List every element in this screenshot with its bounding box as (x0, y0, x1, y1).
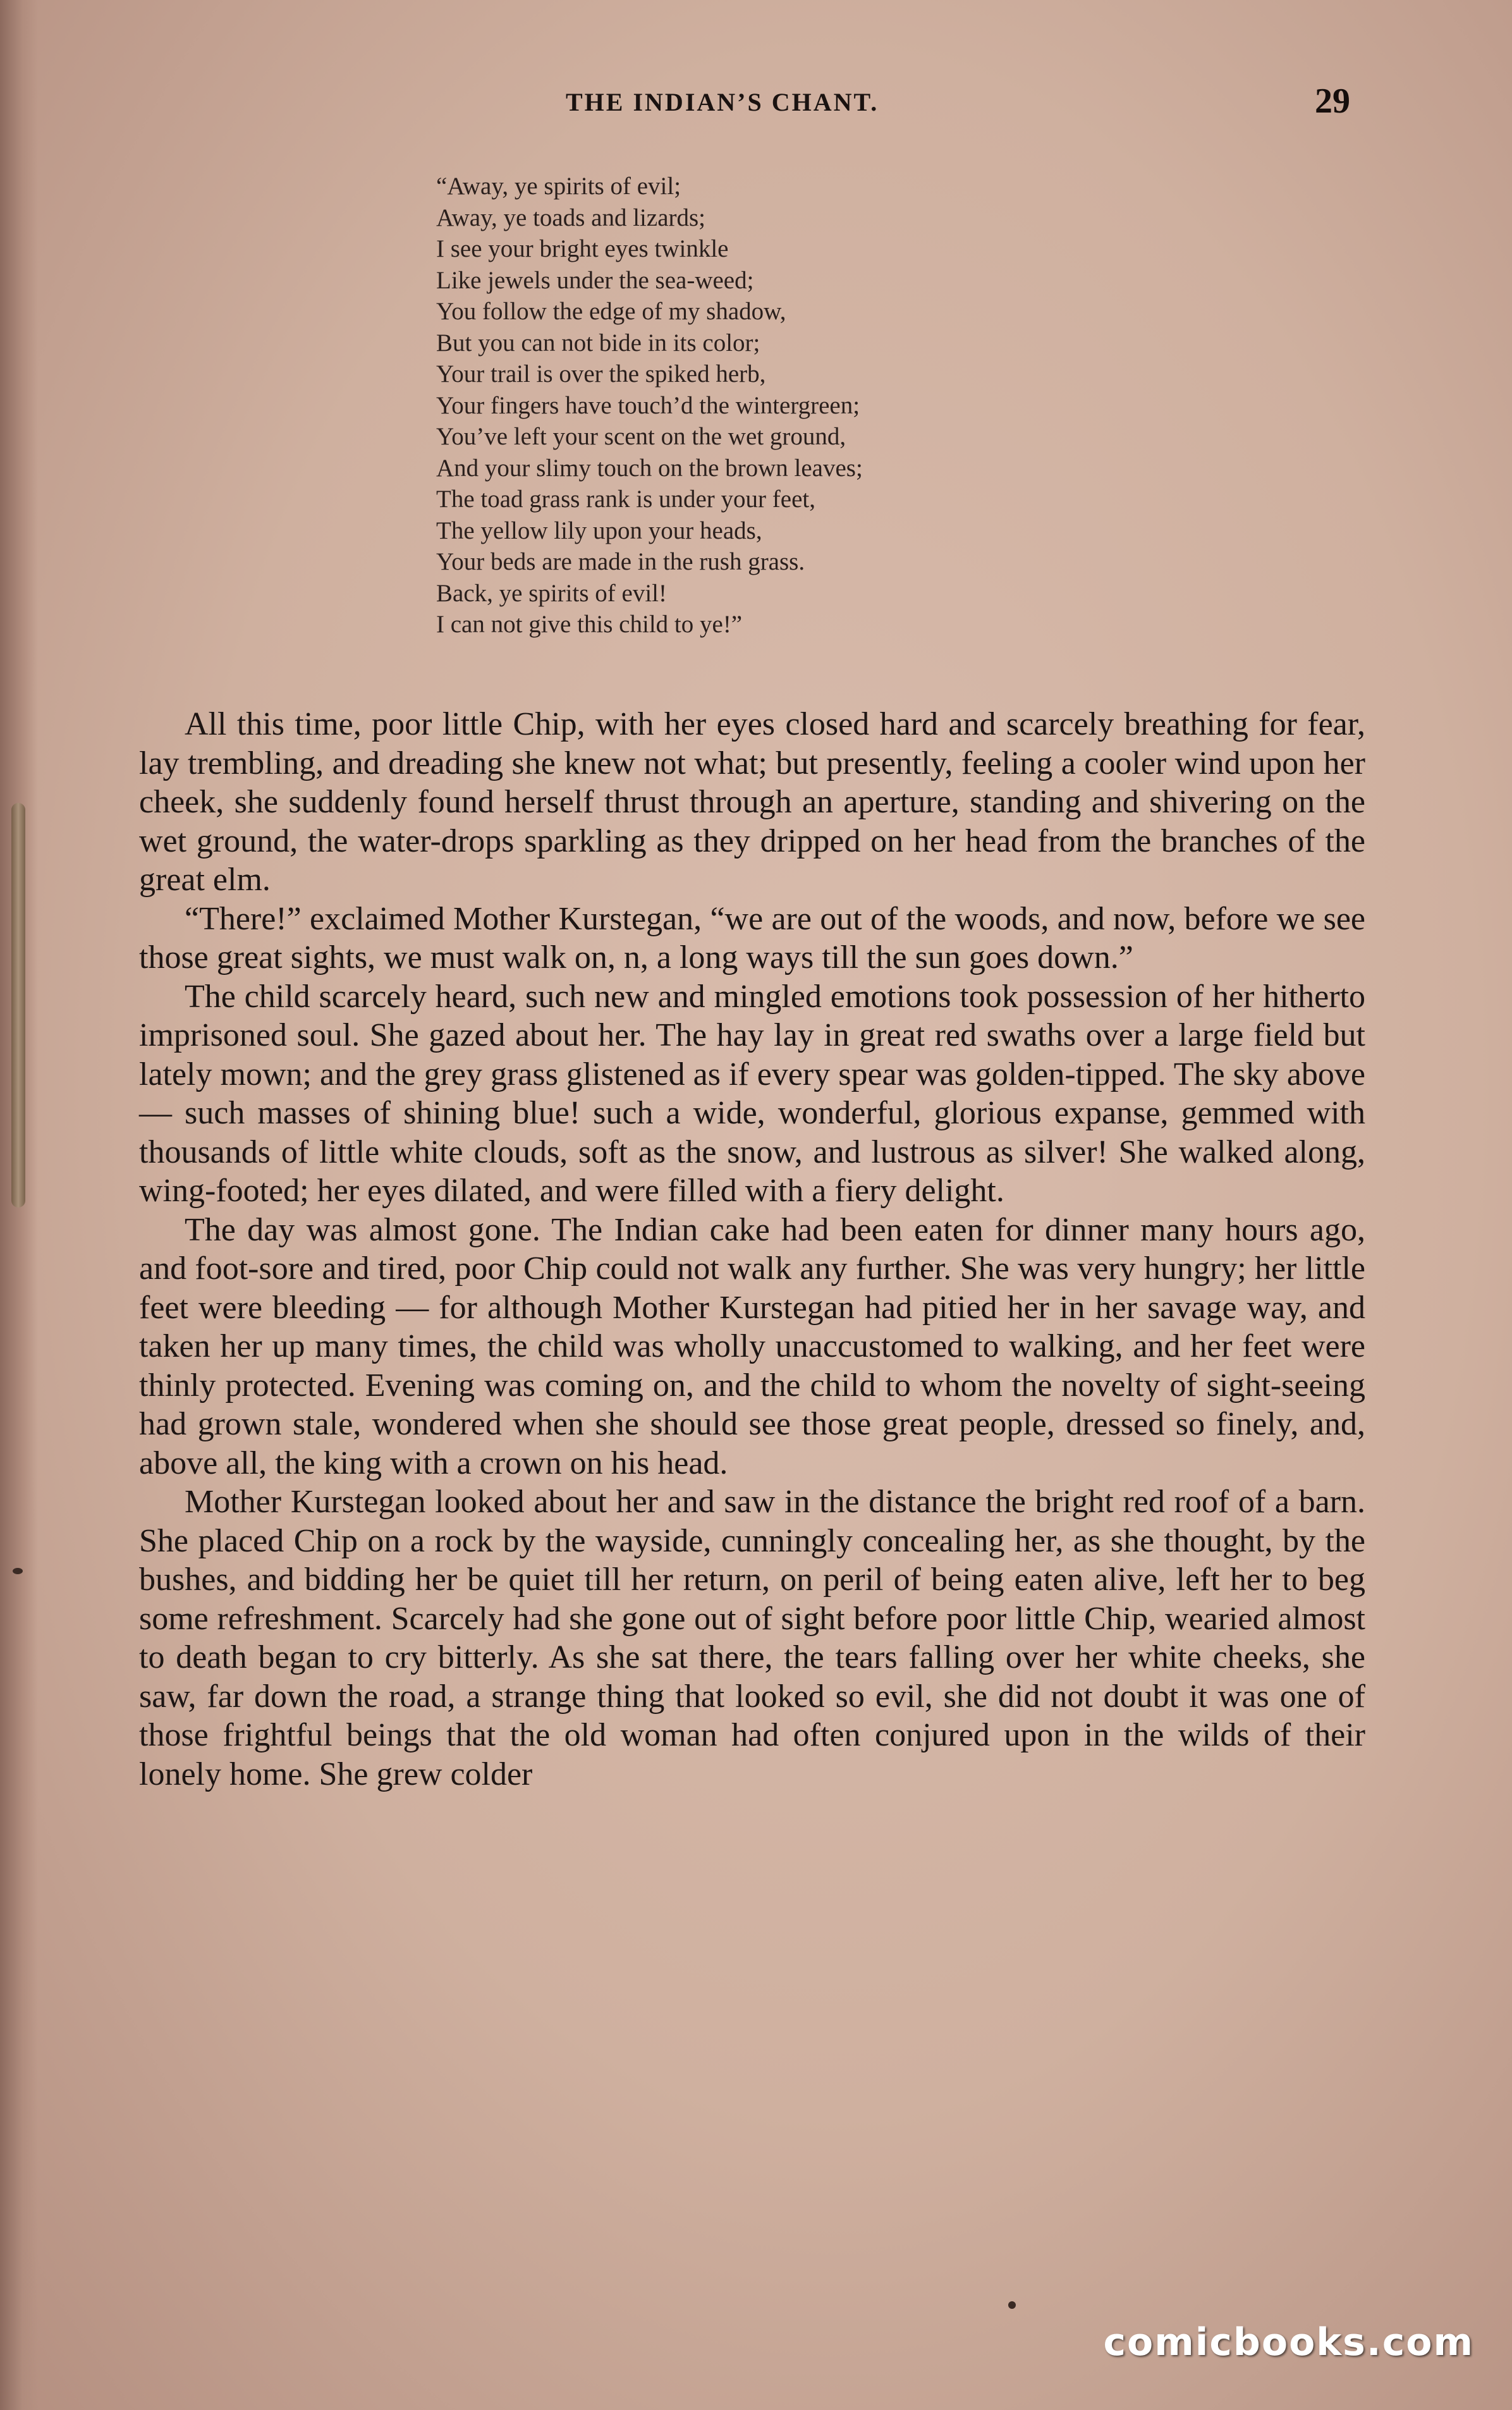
poem-line: Away, ye toads and lizards; (436, 204, 706, 231)
poem-line: The toad grass rank is under your feet, (436, 486, 815, 513)
poem-line: Your beds are made in the rush grass. (436, 548, 805, 575)
poem-line: I can not give this child to ye!” (436, 611, 743, 638)
ink-speck (1008, 2301, 1016, 2309)
poem-line: You’ve left your scent on the wet ground, (436, 423, 846, 450)
page-header (0, 81, 1512, 132)
paragraph: Mother Kurstegan looked about her and saw in the distance the bright red roof of a barn. She placed Chip on a rock by the wayside, cunningly concealing her, as she thought, by the bushes, and bidding her be quiet till her return, on peril of being eaten alive, left her to beg some refreshment. Scarcely had she gone out of sight before poor little Chip, wearied almost to death began to cry bitterly. As she sat there, the tears falling over her white cheeks, she saw, far down the road, a strange thing that looked so evil, she did not doubt it was one of those frightful beings that the old woman had often conjured upon in the wilds of their lonely home. She grew colder (139, 1484, 1365, 1792)
binding-thread (11, 803, 25, 1208)
poem-line: I see your bright eyes twinkle (436, 235, 729, 262)
poem-line: But you can not bide in its color; (436, 329, 760, 357)
poem-line: “Away, ye spirits of evil; (436, 173, 681, 200)
poem-line: Like jewels under the sea-weed; (436, 266, 754, 294)
paragraph: All this time, poor little Chip, with her eyes closed hard and scarcely breathing for fear, lay trembling, and dreading she knew not what; but presently, feeling a cooler wind upon her cheek, she suddenly found herself thrust through an aperture, standing and shivering on the wet ground, the water-drops sparkling as they dripped on her head from the branches of the great elm. (139, 706, 1365, 898)
paragraph: “There!” exclaimed Mother Kurstegan, “we are out of the woods, and now, before we see those great sights, we must walk on, n, a long ways till the sun goes down.” (139, 900, 1365, 976)
paragraph: The day was almost gone. The Indian cake had been eaten for dinner many hours ago, and foot-sore and tired, poor Chip could not walk any further. She was very hungry; her little feet were bleeding — for although Mother Kurstegan had pitied her in her savage way, and taken her up many times, the child was wholly unaccustomed to walking, and her feet were thinly protected. Evening was coming on, and the child to whom the novelty of sight-seeing had grown stale, wondered when she should see those great people, dressed so finely, and, above all, the king with a crown on his head. (139, 1211, 1365, 1481)
watermark: comicbooks.com (1103, 2320, 1474, 2364)
ink-speck (13, 1568, 23, 1574)
poem-block (436, 171, 1258, 640)
poem-line: And your slimy touch on the brown leaves; (436, 454, 863, 482)
poem-line: Your trail is over the spiked herb, (436, 360, 766, 388)
page-number: 29 (1315, 82, 1350, 121)
poem-line: Back, ye spirits of evil! (436, 579, 667, 607)
body-text (139, 705, 1365, 1794)
poem-line: Your fingers have touch’d the wintergreen; (436, 391, 860, 419)
poem-line: You follow the edge of my shadow, (436, 298, 786, 325)
running-head: THE INDIAN’S CHANT. (566, 88, 879, 116)
paragraph: The child scarcely heard, such new and mingled emotions took possession of her hitherto imprisoned soul. She gazed about her. The hay lay in great red swaths over a large field but lately mown; and the grey grass glistened as if every spear was golden-tipped. The sky above — such masses of shining blue! such a wide, wonderful, glorious expanse, gemmed with thousands of little white clouds, soft as the snow, and lustrous as silver! She walked along, wing-footed; her eyes dilated, and were filled with a fiery delight. (139, 978, 1365, 1209)
poem-line: The yellow lily upon your heads, (436, 517, 762, 544)
